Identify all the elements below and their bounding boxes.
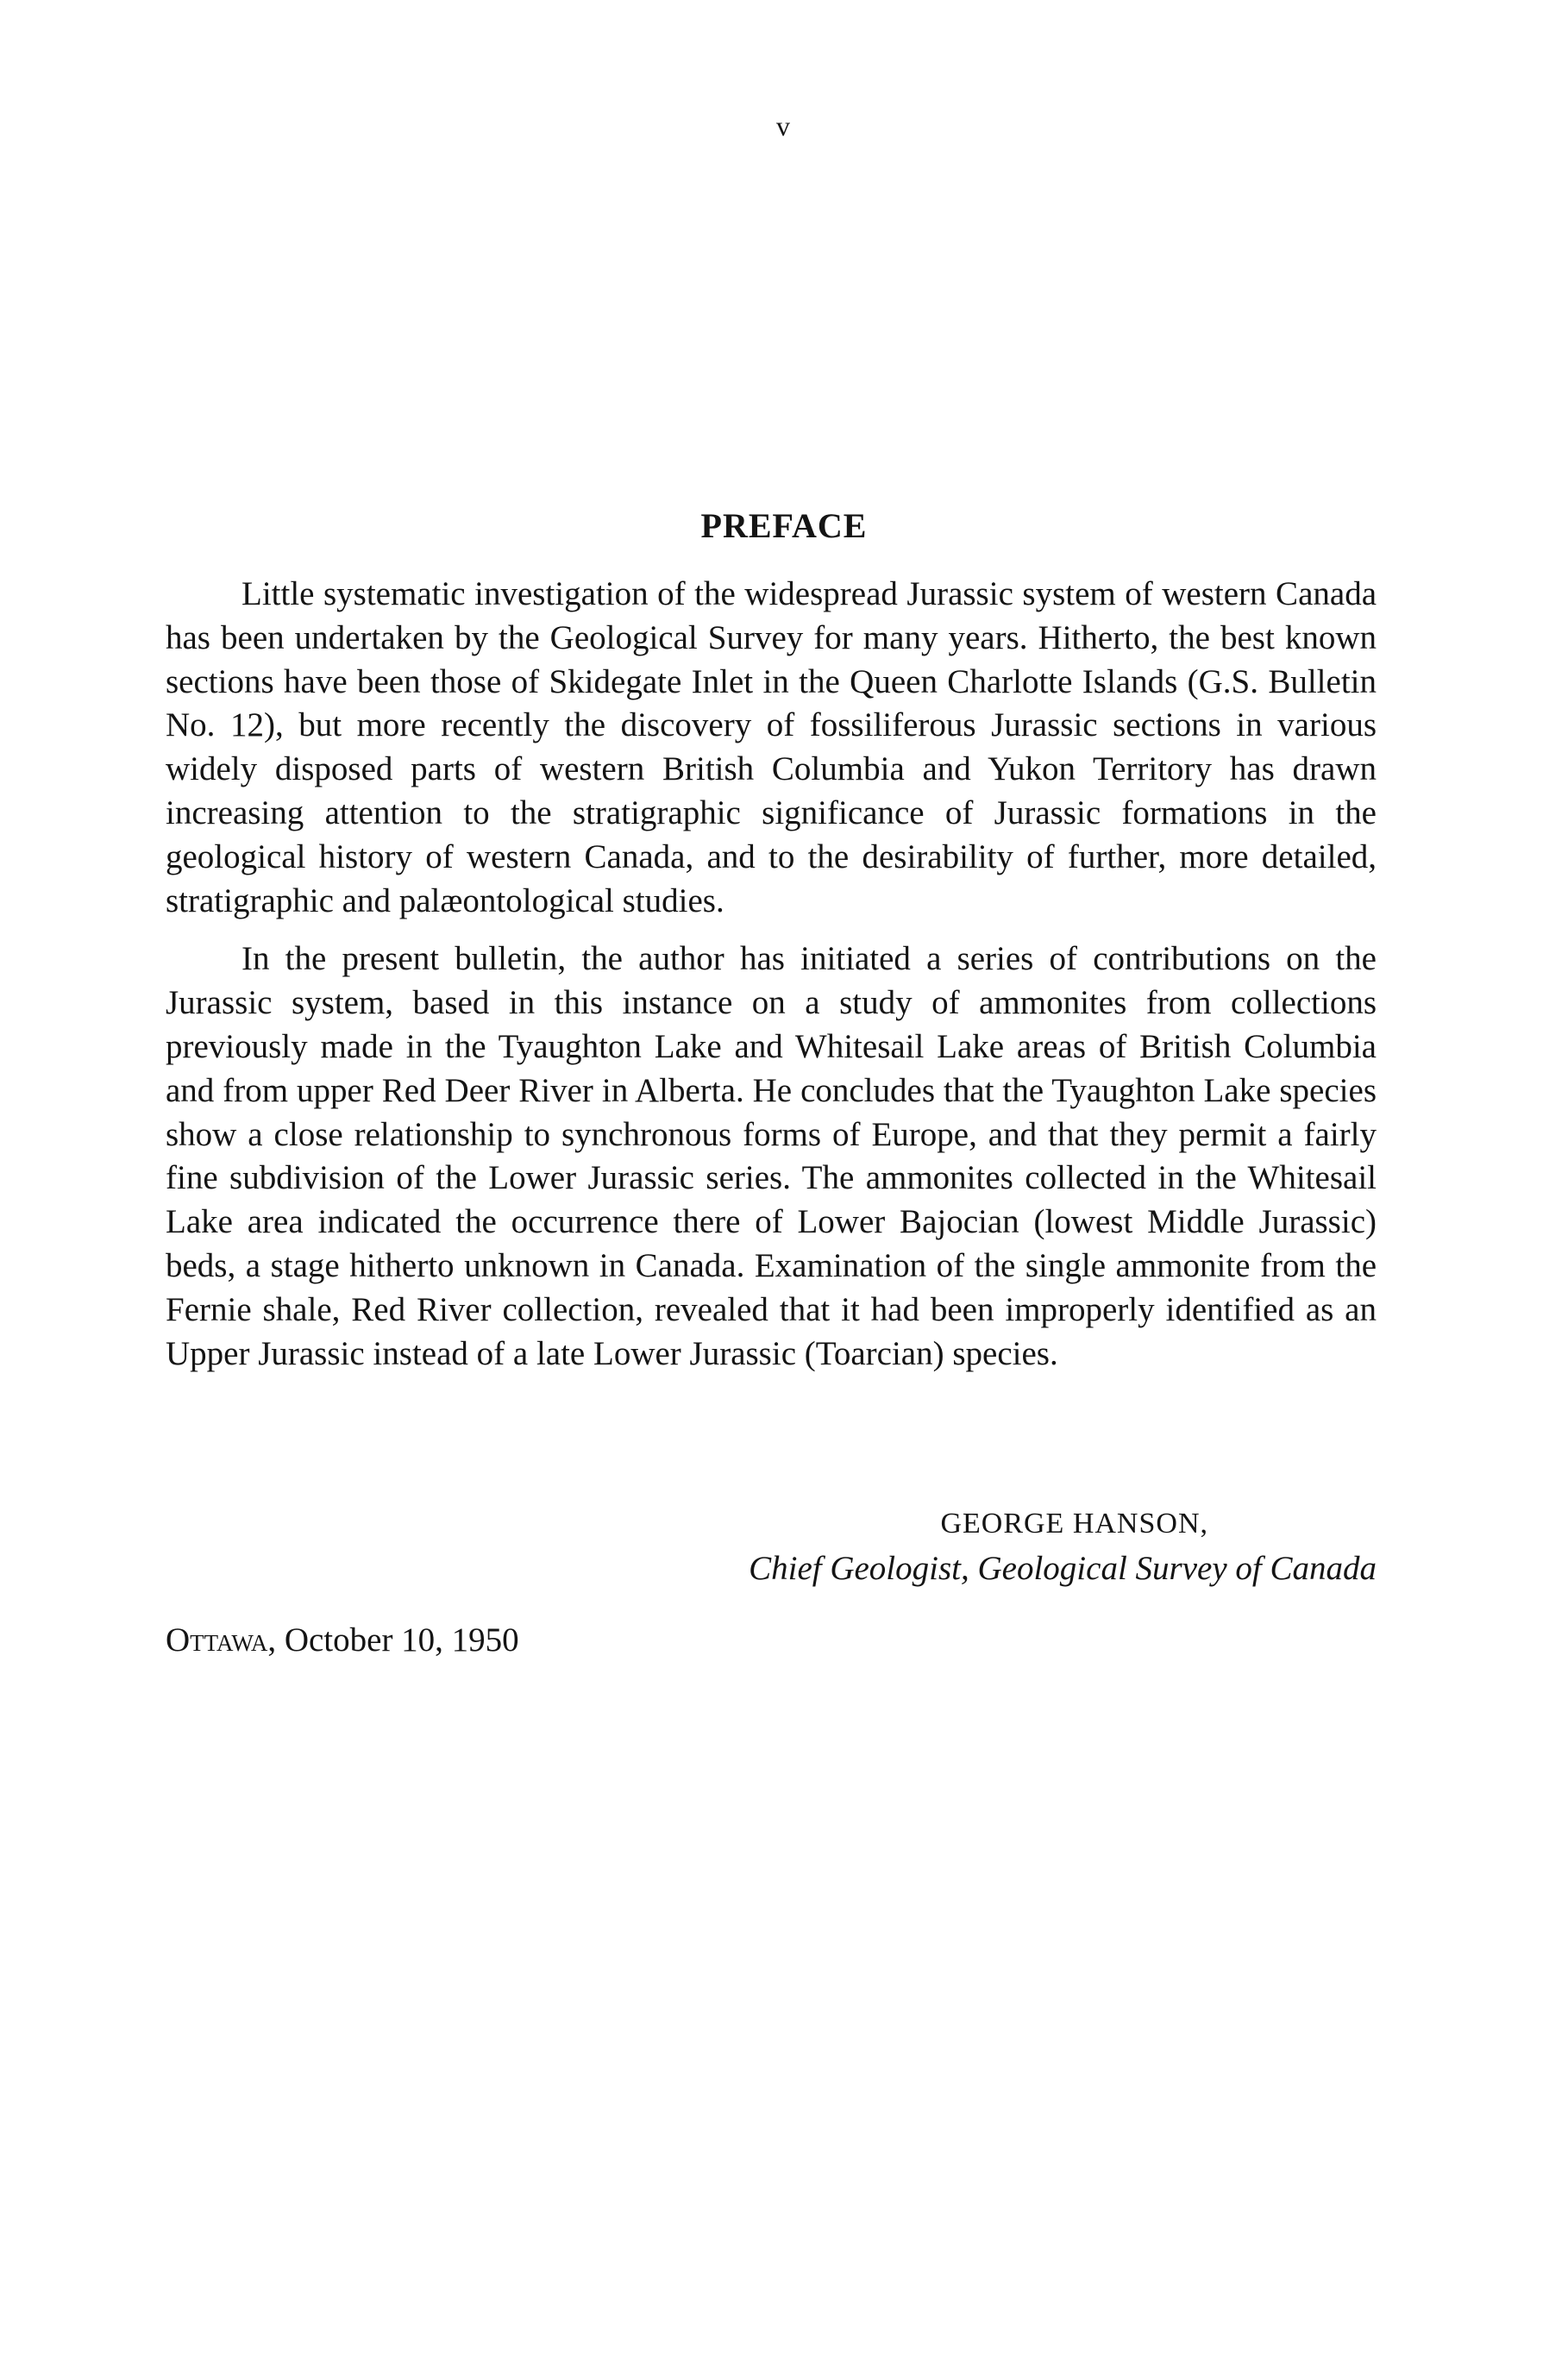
- signatory-name: GEORGE HANSON,: [940, 1508, 1208, 1540]
- page-number: v: [776, 110, 792, 141]
- paragraph: In the present bulletin, the author has initiated a series of contributions on the Jurassic system, based in this instance on a study of ammonites from collections previously made in the Tyaughton Lake and Whitesail Lake areas of British Columbia and from upper Red Deer River in Alberta. He concludes that the Tyaughton Lake species show a close relationship to synchronous forms of Europe, and that they permit a fairly fine subdivision of the Lower Jurassic series. The ammonites collected in the Whitesail Lake area indicated the occurrence there of Lower Bajocian (lowest Middle Jurassic) beds, a stage hitherto unknown in Canada. Examination of the single ammonite from the Fernie shale, Red River collection, revealed that it had been improperly identified as an Upper Jurassic instead of a late Lower Jurassic (Toarcian) species.: [166, 940, 1377, 1372]
- preface-body: [166, 573, 1377, 1376]
- signature-block: [514, 1502, 1377, 1591]
- dateline: [166, 1621, 519, 1659]
- paragraph: Little systematic investigation of the widespread Jurassic system of western Canada has been undertaken by the Geological Survey for many years. Hitherto, the best known sections have been those of Skidegate Inlet in the Queen Charlotte Islands (G.S. Bulletin No. 12), but more recently the discovery of fossiliferous Jurassic sections in various widely disposed parts of western British Columbia and Yukon Territory has drawn increasing attention to the stratigraphic significance of Jurassic formations in the geological history of western Canada, and to the desirability of further, more detailed, stratigraphic and palæontological studies.: [166, 575, 1377, 919]
- dateline-place: Ottawa: [166, 1621, 268, 1659]
- signatory-title: Chief Geologist, Geological Survey of Canada: [749, 1550, 1377, 1587]
- dateline-date: , October 10, 1950: [267, 1621, 519, 1659]
- page-title: PREFACE: [700, 506, 868, 545]
